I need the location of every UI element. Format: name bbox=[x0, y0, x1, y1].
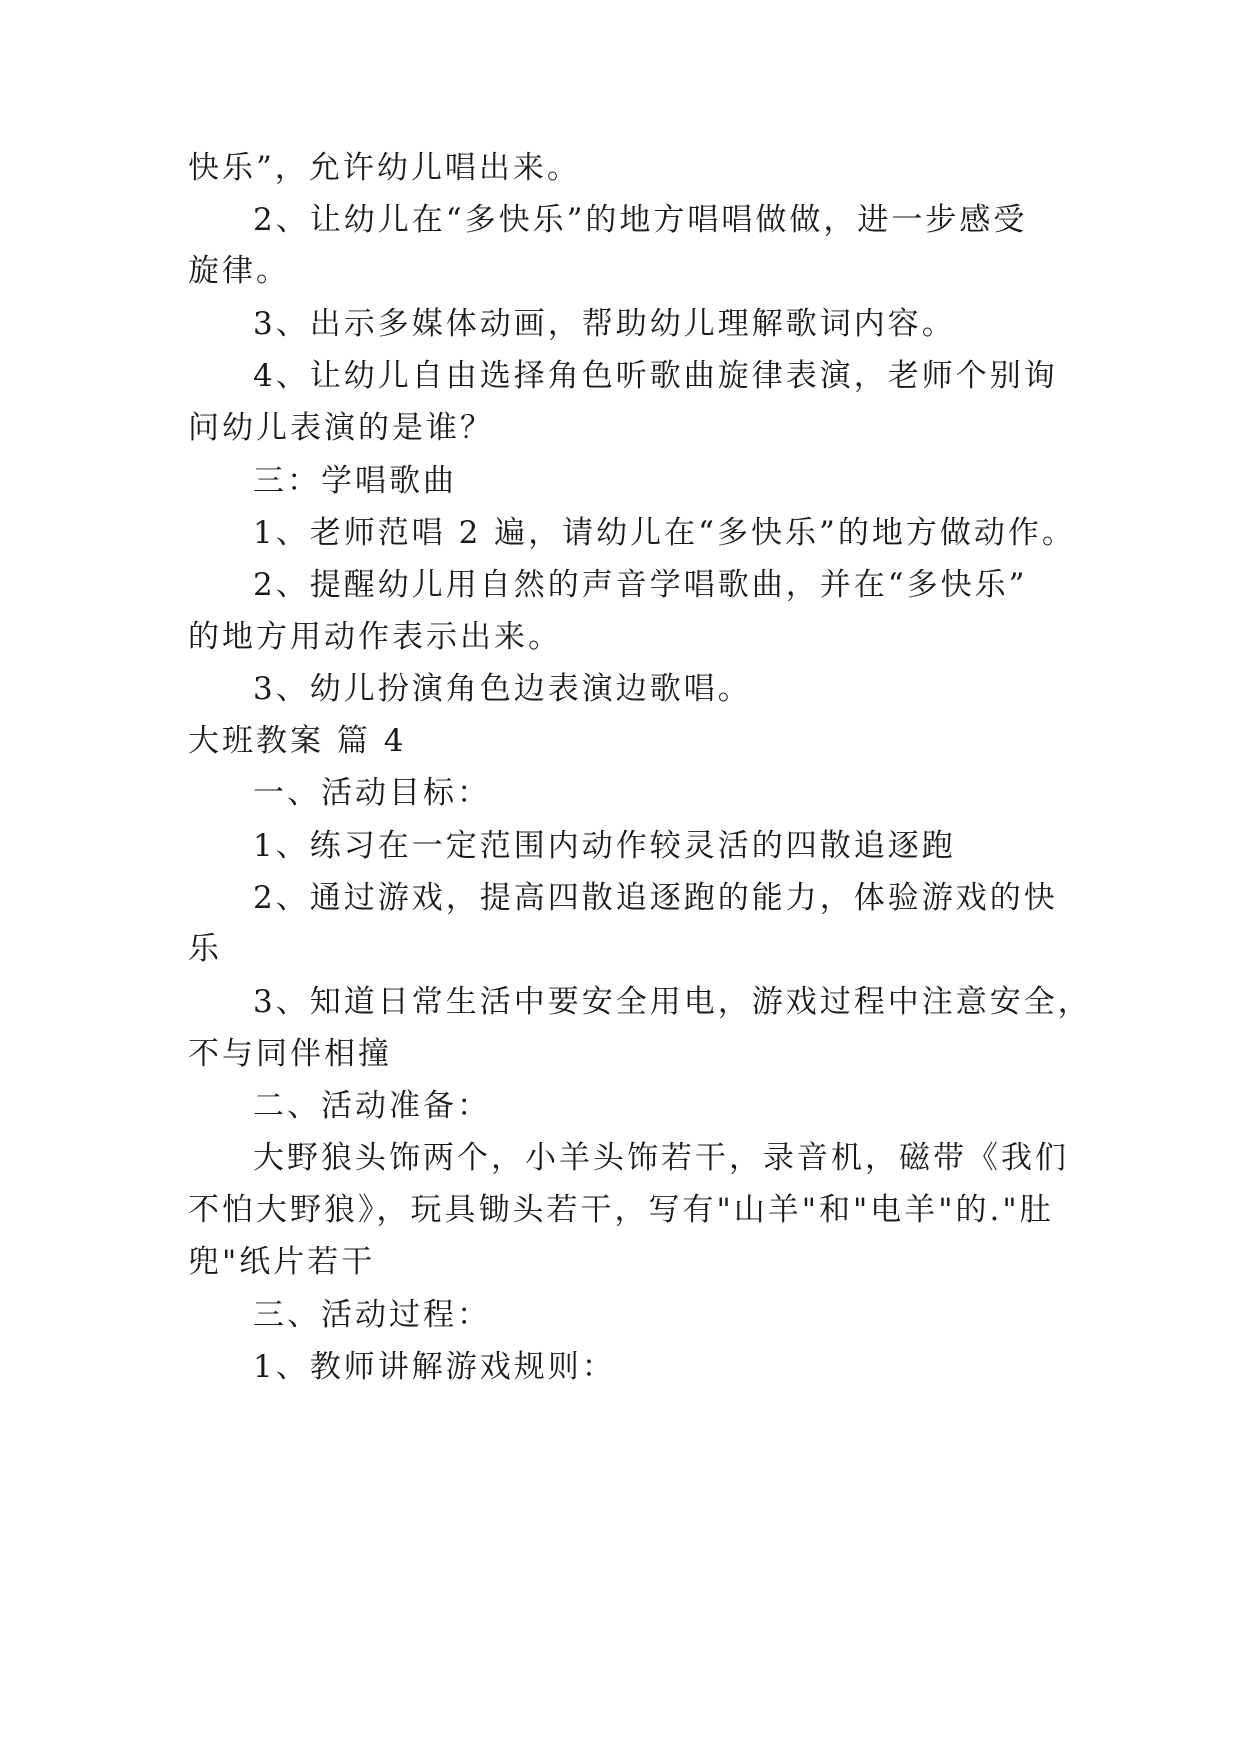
lesson-title: 大班教案 篇 4 bbox=[188, 723, 407, 759]
text-line: 3、出示多媒体动画，帮助幼儿理解歌词内容。 bbox=[253, 306, 956, 342]
text-line: 3、知道日常生活中要安全用电，游戏过程中注意安全， bbox=[253, 984, 1092, 1020]
text-line: 问幼儿表演的是谁？ bbox=[188, 410, 494, 446]
text-line: 3、幼儿扮演角色边表演边歌唱。 bbox=[253, 671, 752, 707]
text-line: 2、通过游戏，提高四散追逐跑的能力，体验游戏的快 bbox=[253, 880, 1058, 916]
text-line: 不与同伴相撞 bbox=[188, 1036, 392, 1072]
text-line: 不怕大野狼》，玩具锄头若干，写有"山羊"和"电羊"的."肚 bbox=[188, 1192, 1054, 1228]
text-line: 兜"纸片若干 bbox=[188, 1244, 376, 1280]
section-heading: 一、活动目标： bbox=[253, 775, 491, 811]
section-heading: 三：学唱歌曲 bbox=[253, 463, 457, 499]
text-line: 2、提醒幼儿用自然的声音学唱歌曲，并在“多快乐” bbox=[253, 567, 1028, 603]
text-line: 2、让幼儿在“多快乐”的地方唱唱做做，进一步感受 bbox=[253, 202, 1028, 238]
section-heading: 三、活动过程： bbox=[253, 1297, 491, 1333]
text-line: 1、老师范唱 2 遍，请幼儿在“多快乐”的地方做动作。 bbox=[253, 515, 1076, 551]
text-line: 的地方用动作表示出来。 bbox=[188, 619, 562, 655]
text-line: 快乐”，允许幼儿唱出来。 bbox=[188, 150, 581, 186]
section-heading: 二、活动准备： bbox=[253, 1088, 491, 1124]
text-line: 1、教师讲解游戏规则： bbox=[253, 1349, 616, 1385]
text-line: 1、练习在一定范围内动作较灵活的四散追逐跑 bbox=[253, 828, 956, 864]
text-line: 大野狼头饰两个，小羊头饰若干，录音机，磁带《我们 bbox=[253, 1140, 1069, 1176]
text-line: 4、让幼儿自由选择角色听歌曲旋律表演，老师个别询 bbox=[253, 358, 1058, 394]
text-line: 旋律。 bbox=[188, 253, 290, 289]
text-line: 乐 bbox=[188, 931, 222, 967]
